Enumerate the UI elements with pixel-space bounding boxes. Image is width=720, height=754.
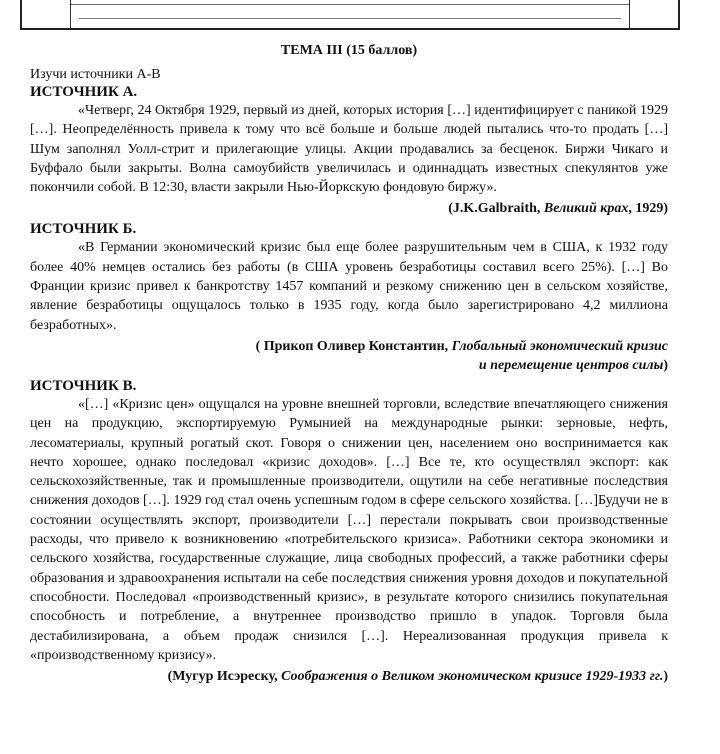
source-b-cite-title-2: и перемещение центров силы (478, 357, 664, 373)
answer-line (79, 18, 621, 19)
source-b-cite-title-1: Глобальный экономический кризис (451, 338, 668, 354)
page-title: ТЕМА III (15 баллов) (280, 43, 418, 58)
source-c-citation (30, 667, 668, 686)
source-c-cite-title: Соображения о Великом экономическом кризисе 1929-1933 гг. (281, 669, 664, 685)
table-rule (71, 4, 629, 5)
instruction-text: Изучи источники А-В (30, 67, 161, 82)
source-b-cite-author: ( Прикоп Оливер Константин, (255, 338, 452, 354)
source-a-citation (30, 199, 668, 218)
source-a-cite-title: Великий крах (543, 201, 629, 217)
table-cell (70, 0, 630, 28)
source-b-citation (30, 337, 668, 356)
source-a-cite-end: , 1929) (628, 201, 668, 217)
source-a-heading: ИСТОЧНИК А. (30, 84, 138, 100)
source-a-cite-author: (J.K.Galbraith, (448, 201, 544, 217)
source-a-text: «Четверг, 24 Октября 1929, первый из дней, которых история […] идентифицирует с паникой 1929 […]. Неопределённость привела к тому что всё больше и больше людей пытались что-то продать […] Шум заполнял Уолл-стрит и прилегающие улицы. Акции продавались за бесценок. Биржи Чикаго и Буффало были закрыты. Волна самоубийств увеличилась и одиннадцать известных спекулянтов уже покончили собой. В 12:30, власти закрыли Нью-Йоркскую фондовую биржу». (30, 103, 668, 196)
source-c-cite-end: ) (663, 669, 668, 685)
source-c-cite-author: (Мугур Исэреску, (167, 669, 282, 685)
source-b-cite-end: ) (663, 357, 668, 373)
source-b-text: «В Германии экономический кризис был еще более разрушительным чем в США, к 1932 году более 40% немцев остались без работы (в США уровень безработицы составил всего 25%). […] Во Франции кризис привел к банкротству 1457 компаний и резкому снижению цен в сельском хозяйстве, явление безработицы ощущалось только в 1935 году, когда было зарегистрировано 4,2 миллиона безработных». (30, 240, 668, 333)
source-b-heading: ИСТОЧНИК Б. (30, 221, 137, 238)
source-c-heading: ИСТОЧНИК В. (30, 377, 137, 394)
source-b-citation-cont (30, 356, 668, 375)
source-c-text: «[…] «Кризис цен» ощущался на уровне внешней торговли, вследствие впечатляющего снижения цен на продукцию, экспортируемую Румынией на международные рынки: зерновые, нефть, лесоматериалы, крупный рогатый скот. Говоря о снижении цен, населением оно воспринимается как нечто хорошее, однако последовал «кризис доходов». […] Все те, кто осуществлял экспорт: как сельскохозяйственные, так и промышленные производители, ощутили на себе негативные последствия снижения доходов […]. 1929 год стал очень успешным годом в сфере сельского хозяйства. […]Будучи не в состоянии осуществлять экспорт, производители […] перестали покрывать свои производственные расходы, что привело к возникновению «потребительского кризиса». Работники сектора экономики и сельского хозяйства, государственные служащие, лица свободных профессий, а также работники сферы образования и здравоохранения испытали на себе последствия снижения уровня доходов и покупательной способности. Последовал «производственный кризис», в результате которого снизились покупательная способность и потребление, а внутреннее производство пришло в упадок. Торговля была дестабилизирована, а объем продаж снизился […]. Нереализованная продукция привела к «производственному кризису». (30, 396, 668, 663)
document-page (30, 42, 668, 686)
top-table-fragment (20, 0, 680, 30)
